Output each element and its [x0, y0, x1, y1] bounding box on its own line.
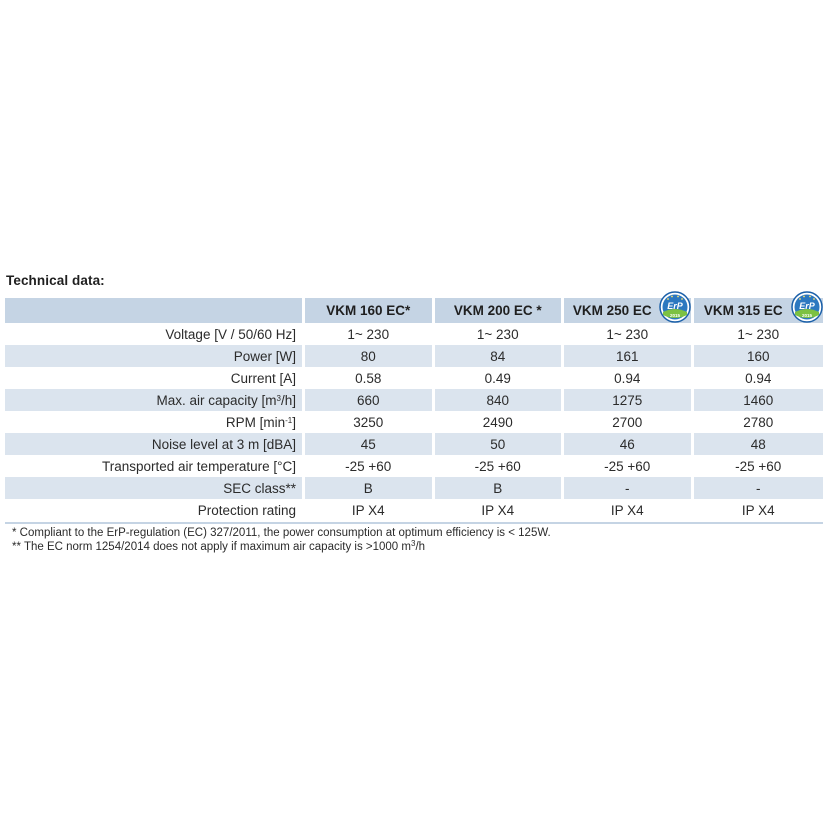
- table-cell: 45: [305, 433, 435, 455]
- header-label-cell: [5, 298, 305, 323]
- table-cell: 160: [694, 345, 824, 367]
- erp-badge-icon: [791, 291, 823, 323]
- table-row-protection-rating: [5, 499, 823, 521]
- footnote-erp: * Compliant to the ErP-regulation (EC) 327/2011, the power consumption at optimum efficiency is < 125W.: [12, 527, 551, 539]
- table-cell: IP X4: [305, 499, 435, 521]
- table-cell: -: [694, 477, 824, 499]
- table-cell: 2700: [564, 411, 694, 433]
- table-row-noise-level: [5, 433, 823, 455]
- row-label: Protection rating: [5, 499, 305, 521]
- row-label: Max. air capacity $[m^3/h]$: [5, 389, 305, 411]
- table-cell: IP X4: [564, 499, 694, 521]
- table-header-row: [5, 298, 823, 323]
- table-cell: 80: [305, 345, 435, 367]
- table-row-current: [5, 367, 823, 389]
- table-cell: -25 +60: [735, 458, 782, 474]
- footnote-ec-norm: ** The EC norm 1254/2014 does not apply if maximum air capacity is >1000 $m^3/h$: [12, 539, 426, 553]
- table-row-air-temperature: [5, 455, 823, 477]
- table-row-sec-class: [5, 477, 823, 499]
- table-cell: 84: [435, 345, 565, 367]
- table-cell: B: [435, 477, 565, 499]
- badge-text: ErP: [666, 301, 683, 311]
- table-cell: 1~ 230: [435, 323, 565, 345]
- footnotes: [12, 526, 551, 554]
- table-cell: 161: [564, 345, 694, 367]
- model-name: VKM 160 EC*: [326, 303, 411, 318]
- table-cell: 1~ 230: [564, 323, 694, 345]
- erp-badge-icon: [659, 291, 691, 323]
- table-cell: 2490: [435, 411, 565, 433]
- table-cell: IP X4: [435, 499, 565, 521]
- header-model-1: [305, 298, 435, 323]
- table-cell: 2780: [743, 414, 774, 430]
- table-cell: 1~ 230: [305, 323, 435, 345]
- table-cell: 1275: [564, 389, 694, 411]
- badge-year: 2015: [669, 313, 680, 318]
- table-row-voltage: [5, 323, 823, 345]
- table-cell: 0.94: [745, 370, 772, 386]
- table-cell: 1~ 230: [737, 326, 780, 342]
- model-name: VKM 200 EC *: [453, 303, 542, 318]
- table-cell: 3250: [305, 411, 435, 433]
- technical-data-table: [5, 298, 823, 521]
- table-cell: 840: [435, 389, 565, 411]
- row-label: Transported air temperature [°C]: [5, 455, 305, 477]
- table-cell: 48: [694, 433, 824, 455]
- badge-text: ErP: [799, 301, 815, 311]
- table-cell: 0.58: [305, 367, 435, 389]
- table-cell: -25 +60: [305, 455, 435, 477]
- row-label: Power [W]: [5, 345, 305, 367]
- table-cell: 660: [305, 389, 435, 411]
- row-label: SEC class**: [5, 477, 305, 499]
- table-cell: -25 +60: [435, 455, 565, 477]
- table-row-rpm: [5, 411, 823, 433]
- header-model-4: [694, 298, 824, 323]
- table-cell: B: [305, 477, 435, 499]
- row-label: Noise level at 3 m [dBA]: [5, 433, 305, 455]
- table-cell: -: [564, 477, 694, 499]
- table-row-air-capacity: [5, 389, 823, 411]
- table-cell: IP X4: [741, 502, 775, 518]
- section-title: Technical data:: [6, 273, 105, 288]
- row-label: Voltage [V / 50/60 Hz]: [5, 323, 305, 345]
- table-row-power: [5, 345, 823, 367]
- model-name: VKM 315 EC: [703, 303, 783, 318]
- badge-year: 2015: [801, 313, 813, 318]
- row-label: RPM $[\min^{-1}]$: [5, 411, 305, 433]
- table-cell: 0.94: [564, 367, 694, 389]
- table-cell: 46: [564, 433, 694, 455]
- table-cell: 1460: [694, 389, 824, 411]
- header-model-3: [564, 298, 694, 323]
- header-model-2: [435, 298, 565, 323]
- table-bottom-rule: [5, 522, 823, 524]
- table-cell: 0.49: [435, 367, 565, 389]
- row-label: Current [A]: [5, 367, 305, 389]
- table-cell: -25 +60: [564, 455, 694, 477]
- table-cell: 50: [435, 433, 565, 455]
- model-name: VKM 250 EC: [572, 303, 652, 318]
